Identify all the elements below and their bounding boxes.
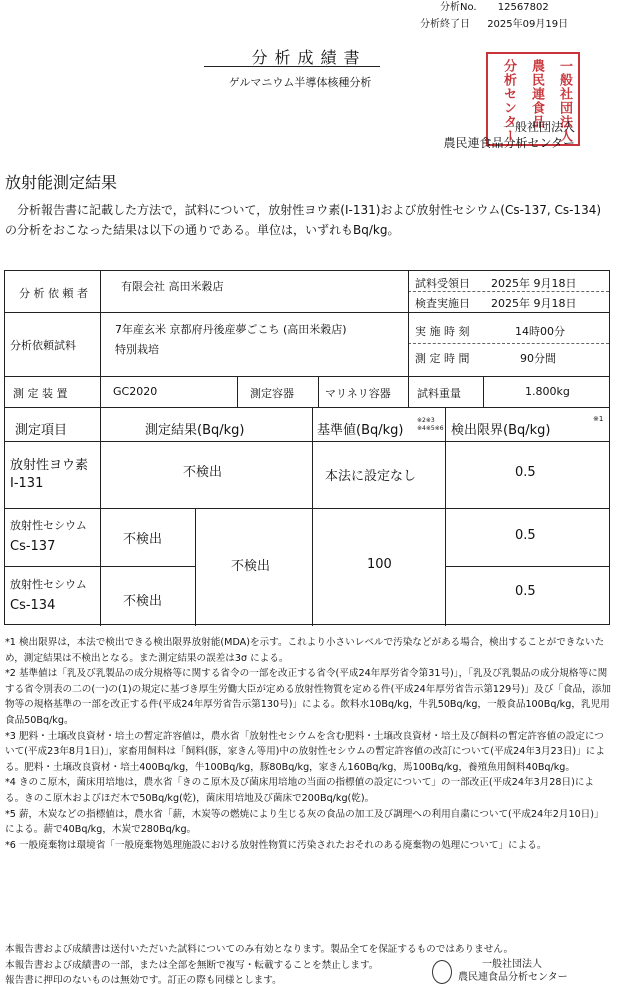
analysis-end-date xyxy=(420,17,568,32)
test-date-value: 2025年 9月18日 xyxy=(491,297,577,310)
logo-icon xyxy=(432,960,452,984)
cs-total-result: 不検出 xyxy=(231,559,271,574)
footnotes xyxy=(5,635,611,853)
duration-value: 90分間 xyxy=(520,352,556,365)
results-table xyxy=(4,270,610,625)
note-ref: ※2※3 xyxy=(417,417,435,424)
disclaimer-line: 本報告書および成績書の一部，または全部を無断で複写・転載することを禁止します。 xyxy=(5,959,379,971)
org-name: 農民連食品分析センター xyxy=(443,136,575,150)
cs137-result: 不検出 xyxy=(123,532,163,547)
iodine-code: I-131 xyxy=(10,476,44,491)
cs137-limit: 0.5 xyxy=(515,528,536,543)
footnote: *2 基準値は「乳及び乳製品の成分規格等に関する省令の一部を改正する省令(平成24年厚労省令第31号)」，「乳及び乳製品の成分規格等に関する省令別表の二の(一)の(1)の規定に基づき厚生労働大臣が定める放射性物質を定める件(平成24年厚労省告示第129号)」及び「食品，添加物等の規格基準の一部を改正する件(平成24年厚労省告示第130号)」による。飲料水10Bq/kg，牛乳50Bq/kg，一般食品100Bq/kg，乳児用食品50Bq/kg。 xyxy=(5,668,611,726)
cs134-limit: 0.5 xyxy=(515,584,536,599)
footnote: *3 肥料・土壌改良資材・培土の暫定許容値は，農水省「放射性セシウムを含む肥料・土壌改良資材・培土及び飼料の暫定許容値の設定について(平成23年8月1日)」，家畜用飼料は「飼料(豚，家きん等用)中の放射性セシウムの暫定許容値の改訂について(平成24年3月23日)」による。肥料・土壌改良資材・培土400Bq/kg，牛100Bq/kg，豚80Bq/kg，家きん160Bq/kg，馬100Bq/kg，養殖魚用飼料40Bq/kg。 xyxy=(5,730,605,773)
col-standard-notes xyxy=(417,417,444,433)
duration-label: 測 定 時 間 xyxy=(415,352,470,365)
document-subtitle: ゲルマニウム半導体核種分析 xyxy=(228,76,372,89)
seal-text: 一般社団法人 xyxy=(557,59,572,143)
time-value: 14時00分 xyxy=(515,325,565,338)
disclaimer-line: 報告書に押印のないものは無効です。訂正の際も同様とします。 xyxy=(5,975,282,987)
analysis-number-label: 分析No. xyxy=(440,2,477,13)
received-label: 試料受領日 xyxy=(415,277,470,290)
cs134-code: Cs-134 xyxy=(10,598,56,613)
disclaimer-line: 本報告書および成績書は送付いただいた試料についてのみ有効となります。製品全てを保証するものではありません。 xyxy=(5,944,514,955)
container-value: マリネリ容器 xyxy=(325,387,391,400)
iodine-standard: 本法に設定なし xyxy=(325,469,417,484)
cs137-code: Cs-137 xyxy=(10,539,56,554)
analysis-end-value: 2025年09月19日 xyxy=(487,19,569,30)
analysis-end-label: 分析終了日 xyxy=(420,19,470,30)
container-label: 測定容器 xyxy=(250,387,294,400)
stamp-org-type: 一般社団法人 xyxy=(482,959,542,970)
cs134-name: 放射性セシウム xyxy=(10,578,87,591)
col-standard-header: 基準値(Bq/kg) xyxy=(317,423,404,438)
analysis-number xyxy=(440,0,549,15)
device-label: 測 定 装 置 xyxy=(13,387,68,400)
title-underline xyxy=(204,66,380,67)
stamp-org-name: 農民連食品分析センター xyxy=(458,972,568,983)
col-item-header: 測定項目 xyxy=(15,423,68,438)
iodine-limit: 0.5 xyxy=(515,465,536,480)
time-label: 実 施 時 刻 xyxy=(415,325,470,338)
sample-cultivation: 特別栽培 xyxy=(115,343,159,356)
device-value: GC2020 xyxy=(113,385,158,398)
section-title: 放射能測定結果 xyxy=(5,173,118,192)
client-value: 有限会社 高田米穀店 xyxy=(121,280,224,293)
weight-value: 1.800kg xyxy=(525,385,570,398)
weight-label: 試料重量 xyxy=(417,387,461,400)
document-title: 分析成績書 xyxy=(251,48,367,67)
iodine-name: 放射性ヨウ素 xyxy=(10,458,89,473)
seal-text: 分析センター xyxy=(501,59,516,143)
footer-logo xyxy=(432,958,568,984)
note-ref: ※4※5※6 xyxy=(417,425,444,432)
seal-text: 農民連食品 xyxy=(529,59,544,129)
footnote: *6 一般廃棄物は環境省「一般廃棄物処理施設における放射性物質に汚染されたおそれのある廃棄物の処理について」による。 xyxy=(5,839,547,851)
sample-label: 分析依頼試料 xyxy=(10,339,76,352)
cs-standard: 100 xyxy=(367,557,392,572)
test-date-label: 検査実施日 xyxy=(415,297,470,310)
footnote: *5 薪，木炭などの指標値は，農水省「薪，木炭等の燃焼により生じる灰の食品の加工及び調理への利用自粛について(平成24年2月10日)」による。薪で40Bq/kg，木炭で280Bq/kg。 xyxy=(5,808,604,836)
sample-description: 7年産玄米 京都府丹後産夢ごこち (高田米穀店) xyxy=(115,323,347,336)
col-result-header: 測定結果(Bq/kg) xyxy=(145,423,245,438)
iodine-result: 不検出 xyxy=(183,465,223,480)
analysis-number-value: 12567802 xyxy=(497,2,549,13)
col-limit-header: 検出限界(Bq/kg) xyxy=(451,423,551,438)
client-label: 分 析 依 頼 者 xyxy=(19,287,88,300)
intro-paragraph: 分析報告書に記載した方法で，試料について，放射性ヨウ素(I-131)および放射性セシウム(Cs-137, Cs-134)の分析をおこなった結果は以下の通りである。単位は，いずれもBq/kg。 xyxy=(5,203,602,237)
cs134-result: 不検出 xyxy=(123,594,163,609)
org-type: 一般社団法人 xyxy=(502,120,575,134)
footnote: *1 検出限界は，本法で検出できる検出限界放射能(MDA)を示す。これより小さいレベルで汚染などがある場合，検出することができないため，測定結果は不検出となる。また測定結果の誤差は3σ による。 xyxy=(5,637,605,664)
footnote: *4 きのこ原木，菌床用培地は，農水省「きのこ原木及び菌床用培地の当面の指標値の設定について」の一部改正(平成24年3月28日)による。きのこ原木およびほだ木で50Bq/kg(乾)，菌床用培地及び菌床で200Bq/kg(乾)。 xyxy=(5,777,595,804)
received-value: 2025年 9月18日 xyxy=(491,277,577,290)
col-limit-note: ※1 xyxy=(593,415,604,423)
cs137-name: 放射性セシウム xyxy=(10,519,87,532)
